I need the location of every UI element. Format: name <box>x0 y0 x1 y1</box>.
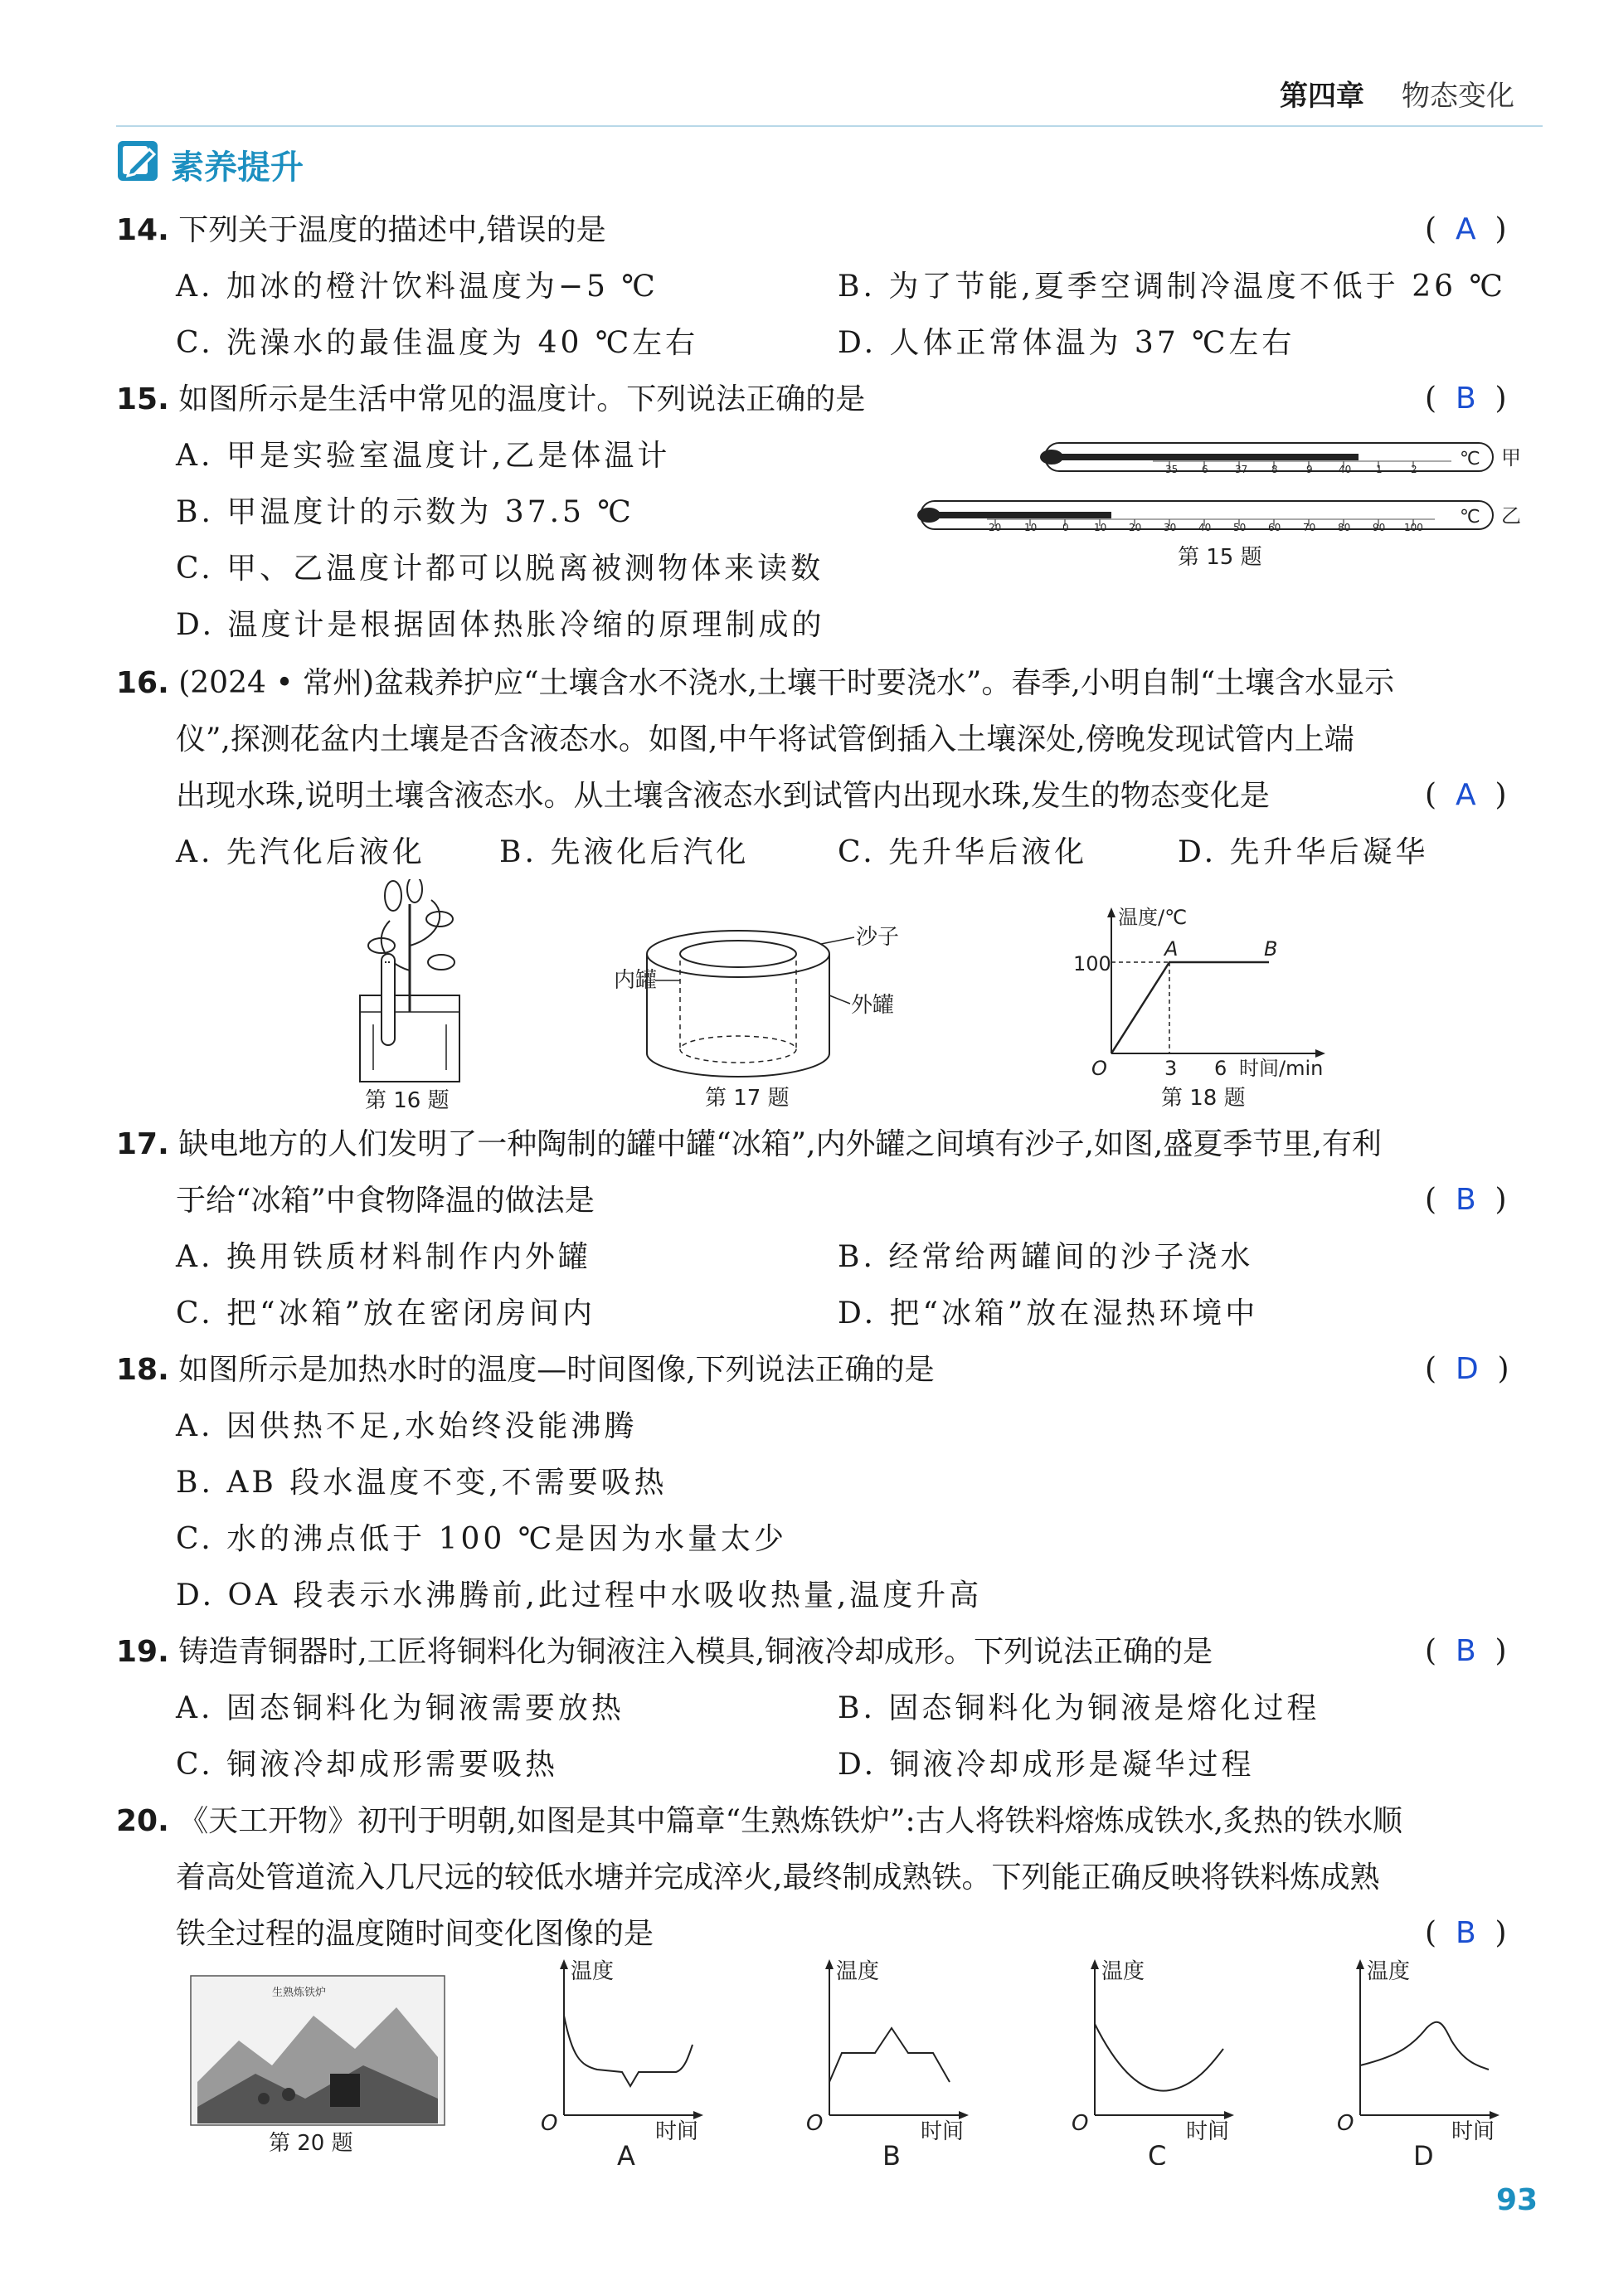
x-axis-label: 时间/min <box>1239 1057 1324 1080</box>
figure-caption: 第 20 题 <box>269 2131 353 2156</box>
pencil-icon <box>116 139 159 182</box>
option: B. 甲温度计的示数为 37.5 ℃ <box>176 495 634 529</box>
graph-letter: B <box>882 2140 901 2165</box>
answer-15: ( B ) <box>1425 382 1507 416</box>
thermometer-label: 甲 <box>1501 446 1521 469</box>
tick-label: 10 <box>1024 522 1038 533</box>
option: D. 把“冰箱”放在湿热环境中 <box>838 1296 1259 1330</box>
header-divider <box>116 125 1543 127</box>
option: C. 洗澡水的最佳温度为 40 ℃左右 <box>176 326 699 360</box>
graph-letter: D <box>1413 2140 1434 2165</box>
graph-option-b <box>806 1959 969 2165</box>
graph-letter: C <box>1148 2140 1167 2165</box>
tick-label: 100 <box>1404 522 1423 533</box>
option: D. 人体正常体温为 37 ℃左右 <box>838 326 1295 360</box>
tick-label: 0 <box>1062 522 1069 533</box>
answer-letter: B <box>1455 1183 1476 1217</box>
tick-label: 10 <box>1094 522 1107 533</box>
answer-letter: D <box>1455 1352 1479 1386</box>
question-16-line-1 <box>116 655 1394 712</box>
answer-19: ( B ) <box>1425 1634 1507 1668</box>
figure-20-graph-options <box>531 1949 1526 2165</box>
question-16-line-2: 仪”,探测花盆内土壤是否含液态水。如图,中午将试管倒插入土壤深处,傍晚发现试管内上端 <box>176 722 1354 756</box>
answer-letter: B <box>1455 382 1476 416</box>
question-20-line-3: 铁全过程的温度随时间变化图像的是 <box>176 1917 654 1951</box>
tick-label: 30 <box>1164 522 1177 533</box>
x-axis-label: 时间 <box>655 2119 699 2144</box>
tick-label: 100 <box>1073 952 1111 975</box>
tick-label: 60 <box>1268 522 1281 533</box>
x-axis-label: 时间 <box>1451 2119 1495 2144</box>
question-14-stem <box>116 202 606 259</box>
origin-label: O <box>1337 2111 1354 2136</box>
tick-label: 2 <box>1411 464 1417 475</box>
answer-letter: A <box>1455 778 1476 812</box>
question-17-line-1 <box>116 1116 1382 1173</box>
origin-label: O <box>1072 2111 1089 2136</box>
answer-18: ( D ) <box>1425 1352 1509 1386</box>
point-label: B <box>1264 937 1278 961</box>
figure-15-thermometers <box>904 431 1534 581</box>
y-axis-label: 温度/℃ <box>1118 906 1188 929</box>
tick-label: 6 <box>1214 1057 1227 1080</box>
option: B. 为了节能,夏季空调制冷温度不低于 26 ℃ <box>838 270 1506 304</box>
figure-18-graph <box>1062 904 1360 1112</box>
question-16-line-3: 出现水珠,说明土壤含液态水。从土壤含液态水到试管内出现水珠,发生的物态变化是 <box>176 779 1270 813</box>
question-number: 15. <box>116 382 169 416</box>
option: D. 先升华后凝华 <box>1178 835 1429 869</box>
question-15-stem <box>116 372 865 428</box>
question-17-line-2: 于给“冰箱”中食物降温的做法是 <box>176 1184 595 1218</box>
option: A. 固态铜料化为铜液需要放热 <box>176 1691 625 1725</box>
tick-label: 1 <box>1376 464 1383 475</box>
question-text: 下列关于温度的描述中,错误的是 <box>178 213 606 247</box>
thermometer-label: 乙 <box>1501 504 1521 528</box>
answer-letter: A <box>1455 212 1476 246</box>
tick-label: 80 <box>1338 522 1351 533</box>
figure-caption: 第 18 题 <box>1161 1086 1246 1111</box>
question-text: 铸造青铜器时,工匠将铜料化为铜液注入模具,铜液冷却成形。下列说法正确的是 <box>178 1635 1213 1669</box>
figure-16-plant <box>348 879 498 1112</box>
unit-label: ℃ <box>1460 507 1480 528</box>
outer-pot-label: 外罐 <box>851 993 895 1018</box>
origin-label: O <box>1091 1057 1107 1080</box>
tick-label: 37 <box>1235 464 1248 475</box>
tick-label: 3 <box>1164 1057 1178 1080</box>
tick-label: 70 <box>1303 522 1316 533</box>
thermometer-yi <box>917 501 1521 533</box>
question-number: 19. <box>116 1635 169 1669</box>
option: B. 先液化后汽化 <box>499 835 750 869</box>
question-number: 16. <box>116 666 169 700</box>
graph-option-a <box>541 1959 703 2165</box>
chapter-label: 第四章 <box>1280 80 1364 113</box>
answer-letter: B <box>1455 1634 1476 1668</box>
tick-label: 20 <box>989 522 1002 533</box>
option: B. AB 段水温度不变,不需要吸热 <box>176 1466 668 1500</box>
unit-label: ℃ <box>1460 449 1480 469</box>
question-20-line-1 <box>116 1793 1402 1850</box>
question-text: 缺电地方的人们发明了一种陶制的罐中罐“冰箱”,内外罐之间填有沙子,如图,盛夏季节里,有利 <box>178 1127 1382 1161</box>
question-19-stem <box>116 1624 1213 1681</box>
inner-pot-label: 内罐 <box>614 968 658 993</box>
y-axis-label: 温度 <box>1101 1959 1145 1984</box>
question-number: 14. <box>116 213 169 247</box>
sand-label: 沙子 <box>856 925 900 950</box>
answer-16: ( A ) <box>1425 778 1507 812</box>
thermometer-jia <box>1040 443 1521 475</box>
graph-letter: A <box>617 2140 635 2165</box>
y-axis-label: 温度 <box>1367 1959 1411 1984</box>
option: B. 固态铜料化为铜液是熔化过程 <box>838 1691 1320 1725</box>
y-axis-label: 温度 <box>571 1959 615 1984</box>
picture-inscription: 生熟炼铁炉 <box>272 1987 327 1999</box>
question-number: 20. <box>116 1804 169 1838</box>
question-text: 如图所示是生活中常见的温度计。下列说法正确的是 <box>178 382 866 416</box>
answer-14: ( A ) <box>1425 212 1507 246</box>
answer-letter: B <box>1455 1916 1476 1950</box>
page-number: 93 <box>1496 2183 1538 2217</box>
question-number: 17. <box>116 1127 169 1161</box>
point-label: A <box>1164 937 1179 961</box>
option: C. 水的沸点低于 100 ℃是因为水量太少 <box>176 1522 788 1556</box>
tick-label: 9 <box>1306 464 1313 475</box>
figure-caption: 第 16 题 <box>365 1088 450 1112</box>
chapter-title: 物态变化 <box>1402 80 1514 113</box>
y-axis-label: 温度 <box>836 1959 880 1984</box>
option: D. 铜液冷却成形是凝华过程 <box>838 1748 1255 1782</box>
option: A. 加冰的橙汁饮料温度为−5 ℃ <box>176 270 659 304</box>
origin-label: O <box>541 2111 558 2136</box>
question-number: 18. <box>116 1353 169 1387</box>
option: D. 温度计是根据固体热胀冷缩的原理制成的 <box>176 608 825 642</box>
graph-option-c <box>1072 1959 1234 2165</box>
question-text: 《天工开物》初刊于明朝,如图是其中篇章“生熟炼铁炉”:古人将铁料熔炼成铁水,炙热的铁水顺 <box>178 1804 1403 1838</box>
origin-label: O <box>806 2111 824 2136</box>
tick-label: 8 <box>1271 464 1278 475</box>
tick-label: 40 <box>1198 522 1212 533</box>
x-axis-label: 时间 <box>921 2119 965 2144</box>
option: B. 经常给两罐间的沙子浇水 <box>838 1240 1254 1274</box>
answer-17: ( B ) <box>1425 1183 1507 1217</box>
option: A. 甲是实验室温度计,乙是体温计 <box>176 439 671 473</box>
tick-label: 50 <box>1233 522 1247 533</box>
option: C. 铜液冷却成形需要吸热 <box>176 1748 559 1782</box>
tick-label: 20 <box>1129 522 1142 533</box>
option: A. 先汽化后液化 <box>176 835 425 869</box>
question-20-line-2: 着高处管道流入几尺远的较低水塘并完成淬火,最终制成熟铁。下列能正确反映将铁料炼成熟 <box>176 1861 1380 1895</box>
option: C. 把“冰箱”放在密闭房间内 <box>176 1296 595 1330</box>
tick-label: 90 <box>1373 522 1386 533</box>
question-text: 如图所示是加热水时的温度—时间图像,下列说法正确的是 <box>178 1353 935 1387</box>
answer-20: ( B ) <box>1425 1916 1507 1950</box>
figure-17-pot-in-pot <box>614 921 929 1112</box>
option: D. OA 段表示水沸腾前,此过程中水吸收热量,温度升高 <box>176 1578 983 1613</box>
option: C. 甲、乙温度计都可以脱离被测物体来读数 <box>176 552 824 586</box>
graph-option-d <box>1337 1959 1499 2165</box>
question-text: (2024 • 常州)盆栽养护应“土壤含水不浇水,土壤干时要浇水”。春季,小明自制“土壤含水显示 <box>178 666 1395 700</box>
section-title: 素养提升 <box>171 148 304 187</box>
option: A. 因供热不足,水始终没能沸腾 <box>176 1409 638 1443</box>
question-18-stem <box>116 1342 935 1399</box>
option: A. 换用铁质材料制作内外罐 <box>176 1240 591 1274</box>
figure-20-woodcut-illustration <box>189 1974 446 2157</box>
tick-label: 40 <box>1339 464 1352 475</box>
tick-label: 6 <box>1202 464 1208 475</box>
tick-label: 35 <box>1165 464 1179 475</box>
figure-caption: 第 15 题 <box>1178 545 1262 570</box>
figure-caption: 第 17 题 <box>705 1086 790 1111</box>
x-axis-label: 时间 <box>1186 2119 1230 2144</box>
option: C. 先升华后液化 <box>838 835 1088 869</box>
